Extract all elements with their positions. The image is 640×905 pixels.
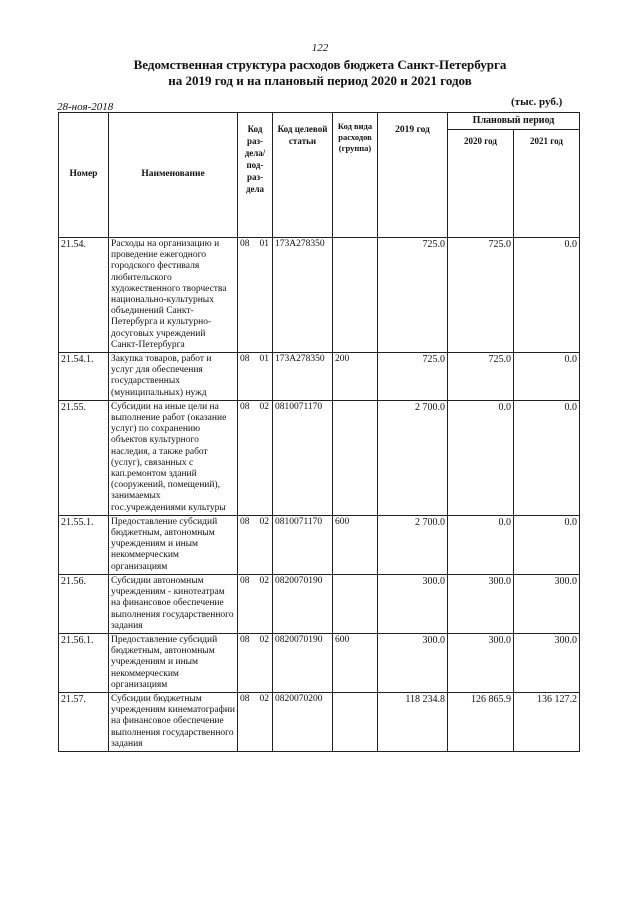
units-label: (тыс. руб.) — [511, 96, 563, 108]
row-2019: 300.0 — [378, 574, 448, 633]
row-2020: 300.0 — [448, 574, 514, 633]
row-name: Субсидии на иные цели на выполнение работ (оказание услуг) по сохранению объектов культурного наследия, а также работ (услуг), связанных с кап.ремонтом зданий (сооружений, помещений), занимаемых гос.учреждениями культуры — [109, 400, 238, 515]
header-target: Код целевой статьи — [273, 113, 333, 238]
row-2019: 2 700.0 — [378, 515, 448, 574]
row-2019: 300.0 — [378, 633, 448, 692]
row-razdel — [238, 515, 273, 574]
row-target: 0810071170 — [273, 515, 333, 574]
table-row — [59, 400, 580, 515]
table-row — [59, 633, 580, 692]
header-plan-period: Плановый период — [448, 113, 580, 130]
header-2021: 2021 год — [514, 130, 580, 238]
row-target: 0820070200 — [273, 692, 333, 751]
row-razdel — [238, 353, 273, 401]
row-rz: 08 — [240, 239, 250, 249]
row-prz: 02 — [259, 575, 269, 586]
header-razdel: Код раз-дела/ под-раз-дела — [238, 113, 273, 238]
row-number: 21.56. — [59, 574, 109, 633]
row-2020: 725.0 — [448, 238, 514, 353]
row-name: Субсидии автономным учреждениям - кинотеатрам на финансовое обеспечение выполнения государственного задания — [109, 574, 238, 633]
header-2019: 2019 год — [378, 113, 448, 238]
row-razdel — [238, 238, 273, 353]
row-rz: 08 — [240, 575, 250, 586]
row-prz: 02 — [259, 401, 269, 412]
row-target: 173А278350 — [273, 353, 333, 401]
row-number: 21.57. — [59, 692, 109, 751]
page-number: 122 — [311, 42, 329, 54]
row-2020: 725.0 — [448, 353, 514, 401]
row-number: 21.56.1. — [59, 633, 109, 692]
row-vid — [333, 238, 378, 353]
table-row — [59, 692, 580, 751]
header-name: Наименование — [109, 113, 238, 238]
header-vid: Код вида расходов (группа) — [333, 113, 378, 238]
row-2020: 300.0 — [448, 633, 514, 692]
row-number: 21.54. — [59, 238, 109, 353]
row-target: 0820070190 — [273, 574, 333, 633]
row-prz: 01 — [259, 239, 269, 249]
row-2020: 0.0 — [448, 400, 514, 515]
document-title — [0, 57, 640, 89]
table-row — [59, 353, 580, 401]
row-2021: 0.0 — [514, 353, 580, 401]
row-2019: 118 234.8 — [378, 692, 448, 751]
row-razdel — [238, 692, 273, 751]
row-vid — [333, 692, 378, 751]
row-name: Расходы на организацию и проведение ежегодного городского фестиваля любительского художественного творчества национально-культурных объединений Санкт-Петербурга и культурно-досуговых учреждений Санкт-Петербурга — [109, 238, 238, 353]
row-target: 173А278350 — [273, 238, 333, 353]
table-row — [59, 515, 580, 574]
row-name: Субсидии бюджетным учреждениям кинематографии на финансовое обеспечение выполнения государственного задания — [109, 692, 238, 751]
row-rz: 08 — [240, 516, 250, 527]
row-vid: 600 — [333, 633, 378, 692]
row-target: 0810071170 — [273, 400, 333, 515]
row-number: 21.54.1. — [59, 353, 109, 401]
budget-table — [58, 112, 580, 752]
row-number: 21.55.1. — [59, 515, 109, 574]
row-razdel — [238, 633, 273, 692]
header-number: Номер — [59, 113, 109, 238]
row-rz: 08 — [240, 354, 250, 365]
row-rz: 08 — [240, 401, 250, 412]
row-name: Предоставление субсидий бюджетным, автономным учреждениям и иным некоммерческим организациям — [109, 515, 238, 574]
row-2019: 725.0 — [378, 353, 448, 401]
row-prz: 02 — [259, 516, 269, 527]
document-date: 28-ноя-2018 — [57, 101, 114, 113]
row-rz: 08 — [240, 634, 250, 645]
row-2021: 300.0 — [514, 633, 580, 692]
row-2019: 725.0 — [378, 238, 448, 353]
row-vid — [333, 400, 378, 515]
row-vid: 200 — [333, 353, 378, 401]
row-prz: 01 — [259, 354, 269, 365]
row-2021: 0.0 — [514, 400, 580, 515]
row-razdel — [238, 400, 273, 515]
row-prz: 02 — [259, 634, 269, 645]
row-vid: 600 — [333, 515, 378, 574]
row-number: 21.55. — [59, 400, 109, 515]
row-vid — [333, 574, 378, 633]
row-razdel — [238, 574, 273, 633]
row-2021: 300.0 — [514, 574, 580, 633]
row-name: Закупка товаров, работ и услуг для обеспечения государственных (муниципальных) нужд — [109, 353, 238, 401]
row-2021: 0.0 — [514, 515, 580, 574]
table-row — [59, 238, 580, 353]
row-target: 0820070190 — [273, 633, 333, 692]
row-2021: 0.0 — [514, 238, 580, 353]
title-line-2: на 2019 год и на плановый период 2020 и 2021 годов — [168, 73, 472, 88]
row-2020: 126 865.9 — [448, 692, 514, 751]
title-line-1: Ведомственная структура расходов бюджета Санкт-Петербурга — [133, 57, 507, 72]
row-prz: 02 — [259, 693, 269, 704]
header-2020: 2020 год — [448, 130, 514, 238]
row-name: Предоставление субсидий бюджетным, автономным учреждениям и иным некоммерческим организациям — [109, 633, 238, 692]
header-row — [59, 113, 580, 130]
row-2020: 0.0 — [448, 515, 514, 574]
row-2019: 2 700.0 — [378, 400, 448, 515]
row-2021: 136 127.2 — [514, 692, 580, 751]
table-row — [59, 574, 580, 633]
row-rz: 08 — [240, 693, 250, 704]
